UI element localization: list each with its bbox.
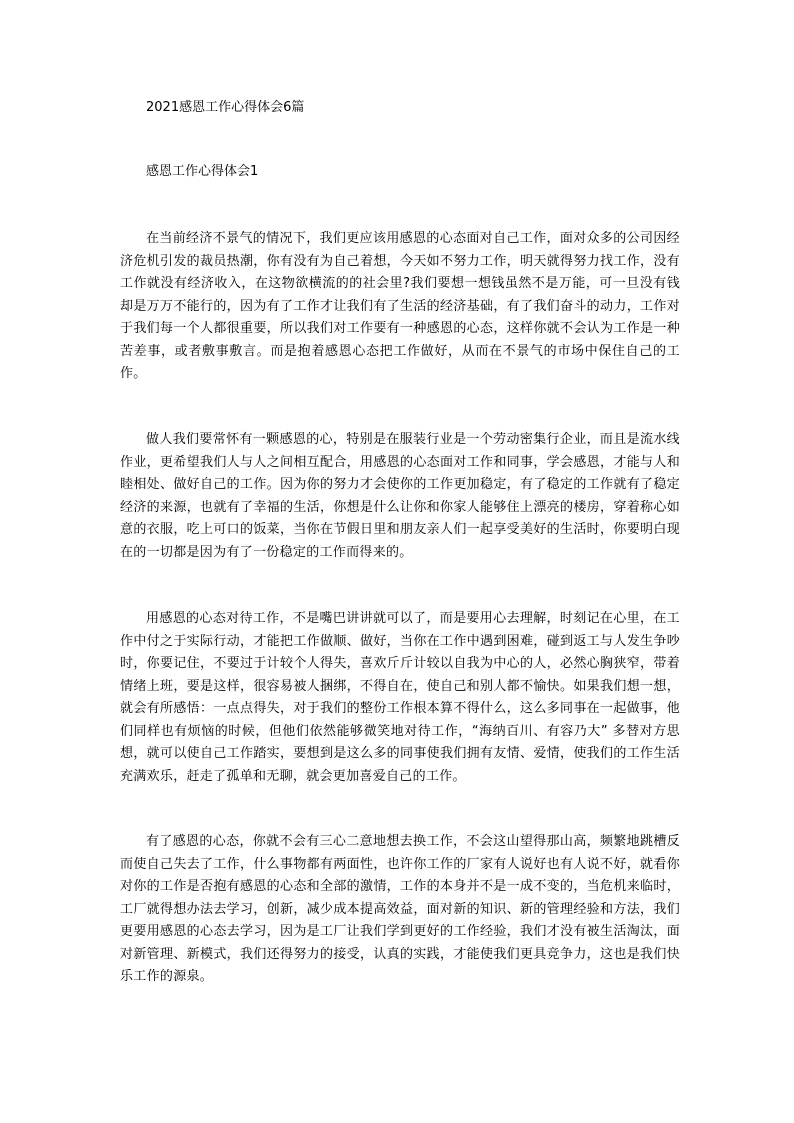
paragraph-4: 有了感恩的心态，你就不会有三心二意地想去换工作，不会这山望得那山高，频繁地跳槽反而使自己失去了工作，什么事物都有两面性，也许你工作的厂家有人说好也有人说不好，就看你对你的工作是否抱有感恩的心态和全部的激情，工作的本身并不是一成不变的，当危机来临时，工厂就得想办法去学习，创新，减少成本提高效益，面对新的知识、新的管理经验和方法，我们更要用感恩的心态去学习，因为是工厂让我们学到更好的工作经验，我们才没有被生活淘汰，面对新管理、新模式，我们还得努力的接受，认真的实践，才能使我们更具竞争力，这也是我们快乐工作的源泉。	[120, 834, 680, 984]
paragraph-1: 在当前经济不景气的情况下，我们更应该用感恩的心态面对自己工作，面对众多的公司因经济危机引发的裁员热潮，你有没有为自己着想，今天如不努力工作，明天就得努力找工作，没有工作就没有经济收入，在这物欲横流的的社会里?我们要想一想钱虽然不是万能，可一旦没有钱却是万万不能行的，因为有了工作才让我们有了生活的经济基础，有了我们奋斗的动力，工作对于我们每一个人都很重要，所以我们对工作要有一种感恩的心态，这样你就不会认为工作是一种苦差事，或者敷事敷言。而是抱着感恩心态把工作做好，从而在不景气的市场中保住自己的工作。	[120, 231, 680, 381]
document-title: 2021感恩工作心得体会6篇	[146, 100, 305, 115]
paragraph-3: 用感恩的心态对待工作，不是嘴巴讲讲就可以了，而是要用心去理解，时刻记在心里，在工作中付之于实际行动，才能把工作做顺、做好，当你在工作中遇到困难，碰到返工与人发生争吵时，你要记住，不要过于计较个人得失，喜欢斤斤计较以自我为中心的人，必然心胸狭窄，带着情绪上班，要是这样，很容易被人捆绑，不得自在，使自己和别人都不愉快。如果我们想一想，就会有所感悟：一点点得失，对于我们的整份工作根本算不得什么，这么多同事在一起做事，他们同样也有烦恼的时候，但他们依然能够微笑地对待工作，“海纳百川、有容乃大” 多替对方思想，就可以使自己工作踏实，要想到是这么多的同事使我们拥有友情、爱情，使我们的工作生活充满欢乐，赶走了孤单和无聊，就会更加喜爱自己的工作。	[120, 611, 680, 784]
paragraph-2: 做人我们要常怀有一颗感恩的心，特别是在服装行业是一个劳动密集行企业，而且是流水线作业，更希望我们人与人之间相互配合，用感恩的心态面对工作和同事，学会感恩，才能与人和睦相处、做好自己的工作。因为你的努力才会使你的工作更加稳定，有了稳定的工作就有了稳定经济的来源，也就有了幸福的生活，你想是什么让你和你家人能够住上漂亮的楼房，穿着称心如意的衣服，吃上可口的饭菜，当你在节假日里和朋友亲人们一起享受美好的生活时，你要明白现在的一切都是因为有了一份稳定的工作而得来的。	[120, 432, 680, 560]
section-heading: 感恩工作心得体会1	[146, 164, 259, 179]
